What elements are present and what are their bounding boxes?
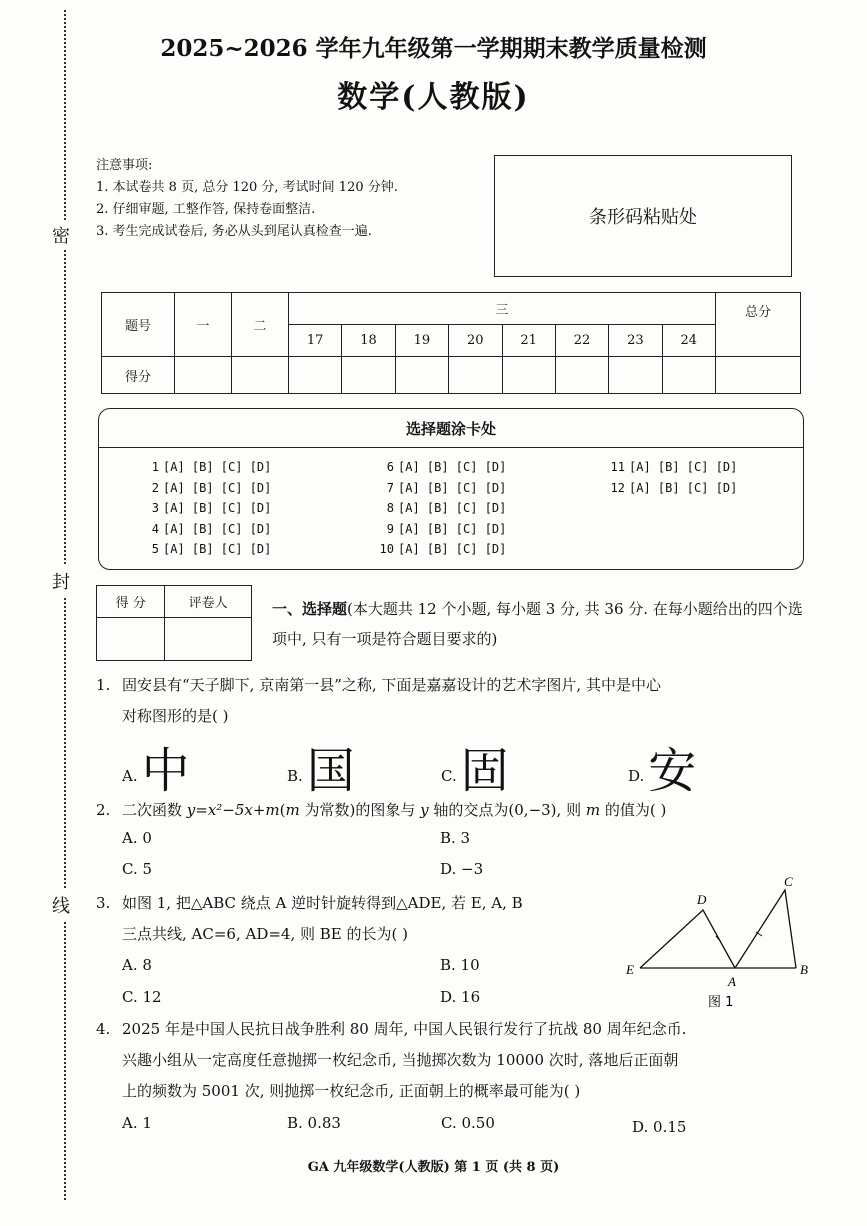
- label-c: C: [784, 874, 793, 889]
- score-col-sec3: 三: [289, 293, 716, 325]
- q4-option-c[interactable]: C. 0.50: [441, 1114, 495, 1132]
- answer-row-number: 7: [386, 480, 394, 495]
- score-col-number: 20: [449, 325, 502, 357]
- question-3: [96, 888, 523, 950]
- art-char-zhong: 中: [141, 743, 190, 799]
- score-cell[interactable]: [395, 357, 448, 394]
- answer-row[interactable]: [378, 501, 506, 515]
- section1-title: 一、选择题: [272, 600, 348, 618]
- notice-item: 1. 本试卷共 8 页, 总分 120 分, 考试时间 120 分钟.: [96, 180, 398, 195]
- notice-block: [96, 155, 398, 243]
- question-number: 4.: [96, 1020, 111, 1038]
- score-col-sec2: 二: [232, 293, 289, 357]
- binding-dotted-line: [64, 10, 66, 1200]
- answer-row[interactable]: [609, 481, 737, 495]
- answer-row-options[interactable]: [A] [B] [C] [D]: [398, 542, 507, 556]
- answer-row-number: 10: [379, 542, 394, 556]
- score-col-number: 24: [662, 325, 715, 357]
- q2-option-c[interactable]: C. 5: [122, 860, 153, 878]
- score-cell[interactable]: [609, 357, 662, 394]
- answer-row-number: 6: [386, 460, 394, 474]
- score-cell[interactable]: [175, 357, 232, 394]
- art-char-gu: 固: [460, 743, 509, 799]
- score-cell[interactable]: [555, 357, 608, 394]
- score-cell[interactable]: [232, 357, 289, 394]
- question-text: 2025 年是中国人民抗日战争胜利 80 周年, 中国人民银行发行了抗战 80 周年纪念币.: [122, 1020, 687, 1038]
- q3-option-d[interactable]: D. 16: [440, 988, 481, 1006]
- score-col-number: 22: [555, 325, 608, 357]
- math-expression: y=x²−5x+m: [186, 801, 280, 819]
- grader-table: [96, 585, 252, 661]
- question-1: [96, 670, 661, 732]
- score-col-number: 18: [342, 325, 395, 357]
- answer-row-number: 3: [151, 501, 159, 515]
- answer-row-number: 4: [151, 521, 159, 536]
- answer-row-options[interactable]: [A] [B] [C] [D]: [163, 521, 272, 536]
- answer-row[interactable]: [378, 460, 506, 474]
- q2-option-a[interactable]: A. 0: [122, 829, 152, 847]
- answer-row[interactable]: [143, 481, 271, 495]
- answer-row-options[interactable]: [A] [B] [C] [D]: [163, 460, 272, 474]
- question-2: 2. 二次函数 y=x²−5x+m(m 为常数)的图象与 y 轴的交点为(0,−3), 则 m 的值为( ): [96, 795, 666, 826]
- barcode-label: 条形码粘贴处: [589, 207, 697, 228]
- grader-score-cell[interactable]: [97, 618, 165, 661]
- notice-heading: 注意事项:: [96, 158, 153, 173]
- answer-card-heading: 选择题涂卡处: [99, 409, 803, 448]
- score-col-sec1: 一: [175, 293, 232, 357]
- q4-option-b[interactable]: B. 0.83: [287, 1114, 341, 1132]
- score-cell-total[interactable]: [716, 357, 801, 394]
- question-text: 三点共线, AC=6, AD=4, 则 BE 的长为( ): [122, 925, 408, 943]
- answer-row-number: 5: [151, 542, 159, 556]
- answer-row[interactable]: [378, 542, 506, 556]
- grader-reviewer-label: 评卷人: [165, 586, 252, 618]
- q1-option-a[interactable]: A.中: [122, 743, 190, 799]
- answer-row-options[interactable]: [A] [B] [C] [D]: [398, 501, 507, 515]
- triangle-ade: [640, 910, 735, 968]
- answer-row-number: 12: [610, 480, 625, 495]
- answer-row[interactable]: [378, 522, 506, 536]
- q1-option-d[interactable]: D.安: [628, 743, 697, 799]
- notice-item: 2. 仔细审题, 工整作答, 保持卷面整洁.: [96, 202, 316, 217]
- answer-row[interactable]: [609, 460, 737, 474]
- answer-row-options[interactable]: [A] [B] [C] [D]: [629, 480, 738, 495]
- answer-row-number: 1: [151, 460, 159, 474]
- exam-title: 2025~2026 学年九年级第一学期期末教学质量检测: [160, 35, 707, 62]
- score-cell[interactable]: [342, 357, 395, 394]
- tick-mark: [668, 936, 675, 942]
- seal-char-mi: 密: [52, 220, 70, 250]
- q4-option-d[interactable]: D. 0.15: [632, 1118, 687, 1136]
- answer-row[interactable]: [143, 501, 271, 515]
- section1-heading: [272, 594, 812, 654]
- answer-row-options[interactable]: [A] [B] [C] [D]: [398, 460, 507, 474]
- answer-row-options[interactable]: [A] [B] [C] [D]: [398, 521, 507, 536]
- answer-row-options[interactable]: [A] [B] [C] [D]: [398, 480, 507, 495]
- question-4: [96, 1014, 687, 1107]
- seal-char-xian: 线: [52, 890, 70, 920]
- question-text: 如图 1, 把△ABC 绕点 A 逆时针旋转得到△ADE, 若 E, A, B: [122, 894, 523, 912]
- answer-row[interactable]: [143, 542, 271, 556]
- answer-row-number: 11: [610, 460, 625, 474]
- answer-row-number: 9: [386, 521, 394, 536]
- art-char-guo: 国: [306, 743, 355, 799]
- figure-1-triangles: [620, 872, 820, 1012]
- q2-option-d[interactable]: D. −3: [440, 860, 484, 878]
- figure-caption: 图 1: [708, 995, 734, 1010]
- grader-score-label: 得 分: [97, 586, 165, 618]
- notice-item: 3. 考生完成试卷后, 务必从头到尾认真检查一遍.: [96, 224, 372, 239]
- question-text: 对称图形的是( ): [122, 707, 229, 725]
- score-cell[interactable]: [449, 357, 502, 394]
- score-col-number: 21: [502, 325, 555, 357]
- art-char-an: 安: [648, 743, 697, 799]
- answer-row[interactable]: [143, 522, 271, 536]
- question-number: 3.: [96, 894, 111, 912]
- score-row-label-score: 得分: [102, 357, 175, 394]
- q2-option-b[interactable]: B. 3: [440, 829, 471, 847]
- score-row-label: 题号: [102, 293, 175, 357]
- answer-row-number: 8: [386, 501, 394, 515]
- q1-option-c[interactable]: C.固: [441, 743, 509, 799]
- section1-desc: (本大题共 12 个小题, 每小题 3 分, 共 36 分. 在每小题给出的四个选项中, 只有一项是符合题目要求的): [272, 600, 803, 648]
- label-a: A: [728, 974, 736, 989]
- label-d: D: [697, 892, 707, 907]
- question-text: 兴趣小组从一定高度任意抛掷一枚纪念币, 当抛掷次数为 10000 次时, 落地后正面朝: [122, 1051, 679, 1069]
- page-footer: GA 九年级数学(人教版) 第 1 页 (共 8 页): [307, 1160, 560, 1175]
- q4-option-a[interactable]: A. 1: [122, 1114, 152, 1132]
- answer-row-options[interactable]: [A] [B] [C] [D]: [163, 501, 272, 515]
- q1-option-b[interactable]: B.国: [287, 743, 355, 799]
- answer-row-options[interactable]: [A] [B] [C] [D]: [163, 480, 272, 495]
- answer-row[interactable]: [378, 481, 506, 495]
- q3-option-a[interactable]: A. 8: [122, 956, 152, 974]
- answer-row-options[interactable]: [A] [B] [C] [D]: [629, 460, 738, 474]
- label-e: E: [626, 962, 634, 977]
- answer-row-options[interactable]: [A] [B] [C] [D]: [163, 542, 272, 556]
- question-text: 固安县有“天子脚下, 京南第一县”之称, 下面是嘉嘉设计的艺术字图片, 其中是中心: [122, 676, 661, 694]
- score-cell[interactable]: [662, 357, 715, 394]
- score-cell[interactable]: [289, 357, 342, 394]
- grader-reviewer-cell[interactable]: [165, 618, 252, 661]
- question-text: 上的频数为 5001 次, 则抛掷一枚纪念币, 正面朝上的概率最可能为( ): [122, 1082, 581, 1100]
- label-b: B: [800, 962, 808, 977]
- question-number: 2.: [96, 801, 111, 819]
- answer-row-number: 2: [151, 480, 159, 495]
- exam-subtitle: 数学(人教版): [337, 80, 530, 115]
- score-col-number: 23: [609, 325, 662, 357]
- answer-row[interactable]: [143, 460, 271, 474]
- score-col-number: 17: [289, 325, 342, 357]
- score-col-number: 19: [395, 325, 448, 357]
- question-number: 1.: [96, 676, 111, 694]
- triangle-abc: [735, 890, 796, 968]
- q3-option-b[interactable]: B. 10: [440, 956, 480, 974]
- score-col-total: 总分: [716, 293, 801, 357]
- barcode-area: [494, 155, 792, 277]
- seal-char-feng: 封: [52, 566, 70, 596]
- score-table: [101, 292, 801, 394]
- score-cell[interactable]: [502, 357, 555, 394]
- q3-option-c[interactable]: C. 12: [122, 988, 162, 1006]
